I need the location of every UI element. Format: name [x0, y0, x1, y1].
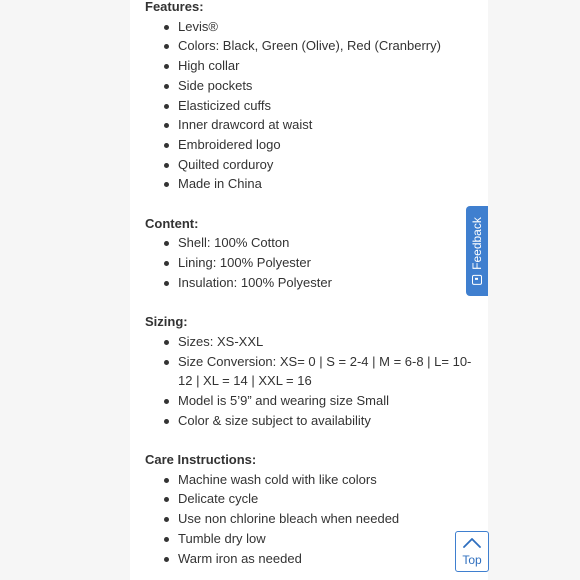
- features-heading: Features:: [145, 0, 204, 14]
- content-heading: Content:: [145, 215, 199, 231]
- list-item-text: Size Conversion: XS= 0 | S = 2-4 | M = 6-8 | L= 10-12 | XL = 14 | XXL = 16: [178, 353, 472, 389]
- sizing-section: [145, 312, 475, 430]
- list-item-text: Made in China: [178, 176, 262, 192]
- list-item-text: Sizes: XS-XXL: [178, 333, 264, 349]
- list-item-text: Tumble dry low: [178, 530, 266, 546]
- section-spacer: [145, 430, 475, 450]
- list-item: [145, 332, 475, 352]
- list-item: [145, 56, 475, 76]
- list-item-text: Embroidered logo: [178, 136, 281, 152]
- care-heading: Care Instructions:: [145, 452, 257, 468]
- list-item-text: Shell: 100% Cotton: [178, 235, 290, 251]
- list-item: [145, 549, 475, 569]
- list-item: [145, 470, 475, 490]
- top-label: Top: [462, 553, 482, 567]
- section-spacer: [145, 293, 475, 313]
- list-item-text: Side pockets: [178, 77, 253, 93]
- list-item: [145, 17, 475, 37]
- list-item: [145, 155, 475, 175]
- bullet-icon: [164, 497, 169, 502]
- list-item-text: Use non chlorine bleach when needed: [178, 511, 400, 527]
- bullet-icon: [164, 517, 169, 522]
- list-item-text: Delicate cycle: [178, 491, 259, 507]
- bullet-icon: [164, 241, 169, 246]
- list-item: [145, 352, 475, 391]
- bullet-icon: [164, 44, 169, 49]
- list-item: [145, 96, 475, 116]
- list-item-text: Color & size subject to availability: [178, 412, 371, 428]
- bullet-icon: [164, 340, 169, 345]
- bullet-icon: [164, 399, 169, 404]
- back-to-top-button[interactable]: [455, 531, 489, 572]
- list-item: [145, 233, 475, 253]
- list-item-text: Model is 5’9” and wearing size Small: [178, 392, 389, 408]
- bullet-icon: [164, 64, 169, 69]
- features-section: [145, 0, 475, 194]
- list-item: [145, 76, 475, 96]
- content-section: [145, 214, 475, 293]
- list-item-text: Lining: 100% Polyester: [178, 255, 311, 271]
- list-item-text: Colors: Black, Green (Olive), Red (Cranberry): [178, 38, 441, 54]
- list-item-text: High collar: [178, 58, 240, 74]
- bullet-icon: [164, 261, 169, 266]
- bullet-icon: [164, 281, 169, 286]
- list-item: [145, 273, 475, 293]
- bullet-icon: [164, 25, 169, 30]
- list-item: [145, 411, 475, 431]
- list-item-text: Warm iron as needed: [178, 550, 302, 566]
- list-item: [145, 489, 475, 509]
- bullet-icon: [164, 182, 169, 187]
- list-item: [145, 174, 475, 194]
- sizing-heading: Sizing:: [145, 314, 188, 330]
- care-list: [145, 470, 475, 569]
- feedback-label: Feedback: [470, 217, 484, 270]
- product-description: [145, 0, 475, 568]
- bullet-icon: [164, 557, 169, 562]
- list-item: [145, 391, 475, 411]
- feedback-button-content: [470, 217, 484, 285]
- bullet-icon: [164, 419, 169, 424]
- chevron-up-icon: [463, 537, 481, 549]
- features-list: [145, 17, 475, 194]
- care-section: [145, 450, 475, 568]
- list-item-text: Quilted corduroy: [178, 156, 274, 172]
- list-item-text: Elasticized cuffs: [178, 97, 271, 113]
- list-item: [145, 135, 475, 155]
- list-item-text: Inner drawcord at waist: [178, 117, 313, 133]
- list-item: [145, 253, 475, 273]
- list-item-text: Machine wash cold with like colors: [178, 471, 377, 487]
- list-item: [145, 529, 475, 549]
- sizing-list: [145, 332, 475, 431]
- feedback-icon: [472, 275, 482, 285]
- bullet-icon: [164, 104, 169, 109]
- bullet-icon: [164, 84, 169, 89]
- list-item: [145, 36, 475, 56]
- bullet-icon: [164, 143, 169, 148]
- feedback-button[interactable]: [466, 206, 488, 296]
- bullet-icon: [164, 478, 169, 483]
- list-item: [145, 115, 475, 135]
- bullet-icon: [164, 537, 169, 542]
- bullet-icon: [164, 360, 169, 365]
- section-spacer: [145, 194, 475, 214]
- list-item-text: Insulation: 100% Polyester: [178, 274, 332, 290]
- content-list: [145, 233, 475, 292]
- list-item: [145, 509, 475, 529]
- list-item-text: Levis®: [178, 18, 218, 34]
- bullet-icon: [164, 123, 169, 128]
- bullet-icon: [164, 163, 169, 168]
